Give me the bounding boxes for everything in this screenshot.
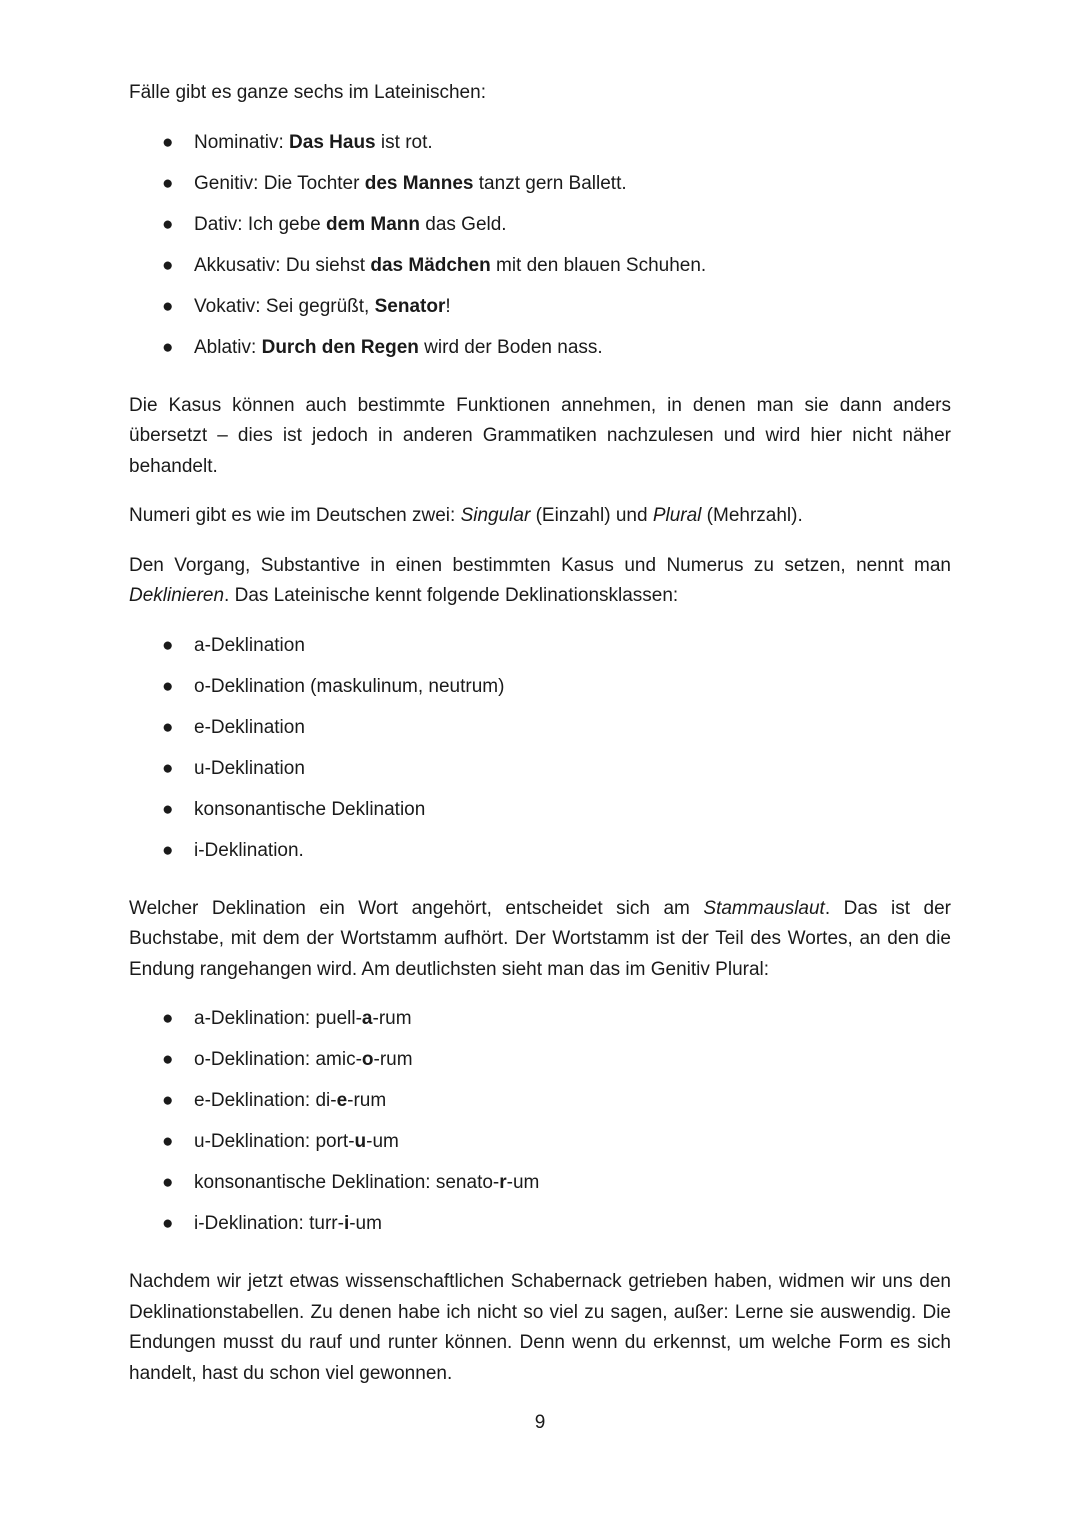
bullet-icon: ● <box>162 131 174 153</box>
list-item: ● i-Deklination. <box>129 836 951 877</box>
bullet-icon: ● <box>162 1049 174 1070</box>
list-item: ● a-Deklination <box>129 631 951 672</box>
list-item: ● i-Deklination: turr-i-um <box>129 1209 951 1250</box>
bullet-icon: ● <box>162 295 174 317</box>
bullet-icon: ● <box>162 172 174 194</box>
list-item: ● Ablativ: Durch den Regen wird der Boden nass. <box>129 333 951 374</box>
list-item: ● Akkusativ: Du siehst das Mädchen mit den blauen Schuhen. <box>129 251 951 292</box>
list-item: ● e-Deklination: di-e-rum <box>129 1086 951 1127</box>
bullet-icon: ● <box>162 1213 174 1234</box>
document-page <box>129 78 951 1389</box>
bullet-icon: ● <box>162 1131 174 1152</box>
page-number: 9 <box>534 1412 546 1433</box>
intro-paragraph: Fälle gibt es ganze sechs im Lateinischen: <box>129 82 486 103</box>
numeri-paragraph: Numeri gibt es wie im Deutschen zwei: Singular (Einzahl) und Plural (Mehrzahl). <box>129 505 803 526</box>
bullet-icon: ● <box>162 839 174 861</box>
example-list <box>129 1004 951 1250</box>
list-item: ● e-Deklination <box>129 713 951 754</box>
bullet-icon: ● <box>162 757 174 779</box>
closing-paragraph: Nachdem wir jetzt etwas wissenschaftlichen Schabernack getrieben haben, widmen wir uns den Deklinationstabellen. Zu denen habe ich nicht so viel zu sagen, außer: Lerne sie auswendig. Die Endungen musst du rauf und runter können. Denn wenn du erkennst, um welche Form es sich handelt, hast du schon viel gewonnen. <box>129 1271 951 1384</box>
list-item: ● Vokativ: Sei gegrüßt, Senator! <box>129 292 951 333</box>
list-item: ● Dativ: Ich gebe dem Mann das Geld. <box>129 210 951 251</box>
bullet-icon: ● <box>162 675 174 697</box>
list-item: ● u-Deklination <box>129 754 951 795</box>
declining-paragraph: Den Vorgang, Substantive in einen bestimmten Kasus und Numerus zu setzen, nennt man Deklinieren. Das Lateinische kennt folgende Deklinationsklassen: <box>129 554 951 606</box>
bullet-icon: ● <box>162 213 174 235</box>
stem-paragraph: Welcher Deklination ein Wort angehört, entscheidet sich am Stammauslaut. Das ist der Buchstabe, mit dem der Wortstamm aufhört. Der Wortstamm ist der Teil des Wortes, an den die Endung rangehangen wird. Am deutlichsten sieht man das im Genitiv Plural: <box>129 897 951 980</box>
functions-paragraph: Die Kasus können auch bestimmte Funktionen annehmen, in denen man sie dann anders übersetzt – dies ist jedoch in anderen Grammatiken nachzulesen und wird hier nicht näher behandelt. <box>129 394 951 477</box>
bullet-icon: ● <box>162 336 174 358</box>
bullet-icon: ● <box>162 1090 174 1111</box>
list-item: ● konsonantische Deklination: senato-r-um <box>129 1168 951 1209</box>
declension-list <box>129 631 951 877</box>
bullet-icon: ● <box>162 1172 174 1193</box>
list-item: ● o-Deklination (maskulinum, neutrum) <box>129 672 951 713</box>
list-item: ● o-Deklination: amic-o-rum <box>129 1045 951 1086</box>
bullet-icon: ● <box>162 254 174 276</box>
list-item: ● Genitiv: Die Tochter des Mannes tanzt gern Ballett. <box>129 169 951 210</box>
list-item: ● u-Deklination: port-u-um <box>129 1127 951 1168</box>
bullet-icon: ● <box>162 716 174 738</box>
list-item: ● konsonantische Deklination <box>129 795 951 836</box>
case-list <box>129 128 951 374</box>
bullet-icon: ● <box>162 634 174 656</box>
list-item: ● a-Deklination: puell-a-rum <box>129 1004 951 1045</box>
bullet-icon: ● <box>162 798 174 820</box>
bullet-icon: ● <box>162 1008 174 1029</box>
list-item: ● Nominativ: Das Haus ist rot. <box>129 128 951 169</box>
